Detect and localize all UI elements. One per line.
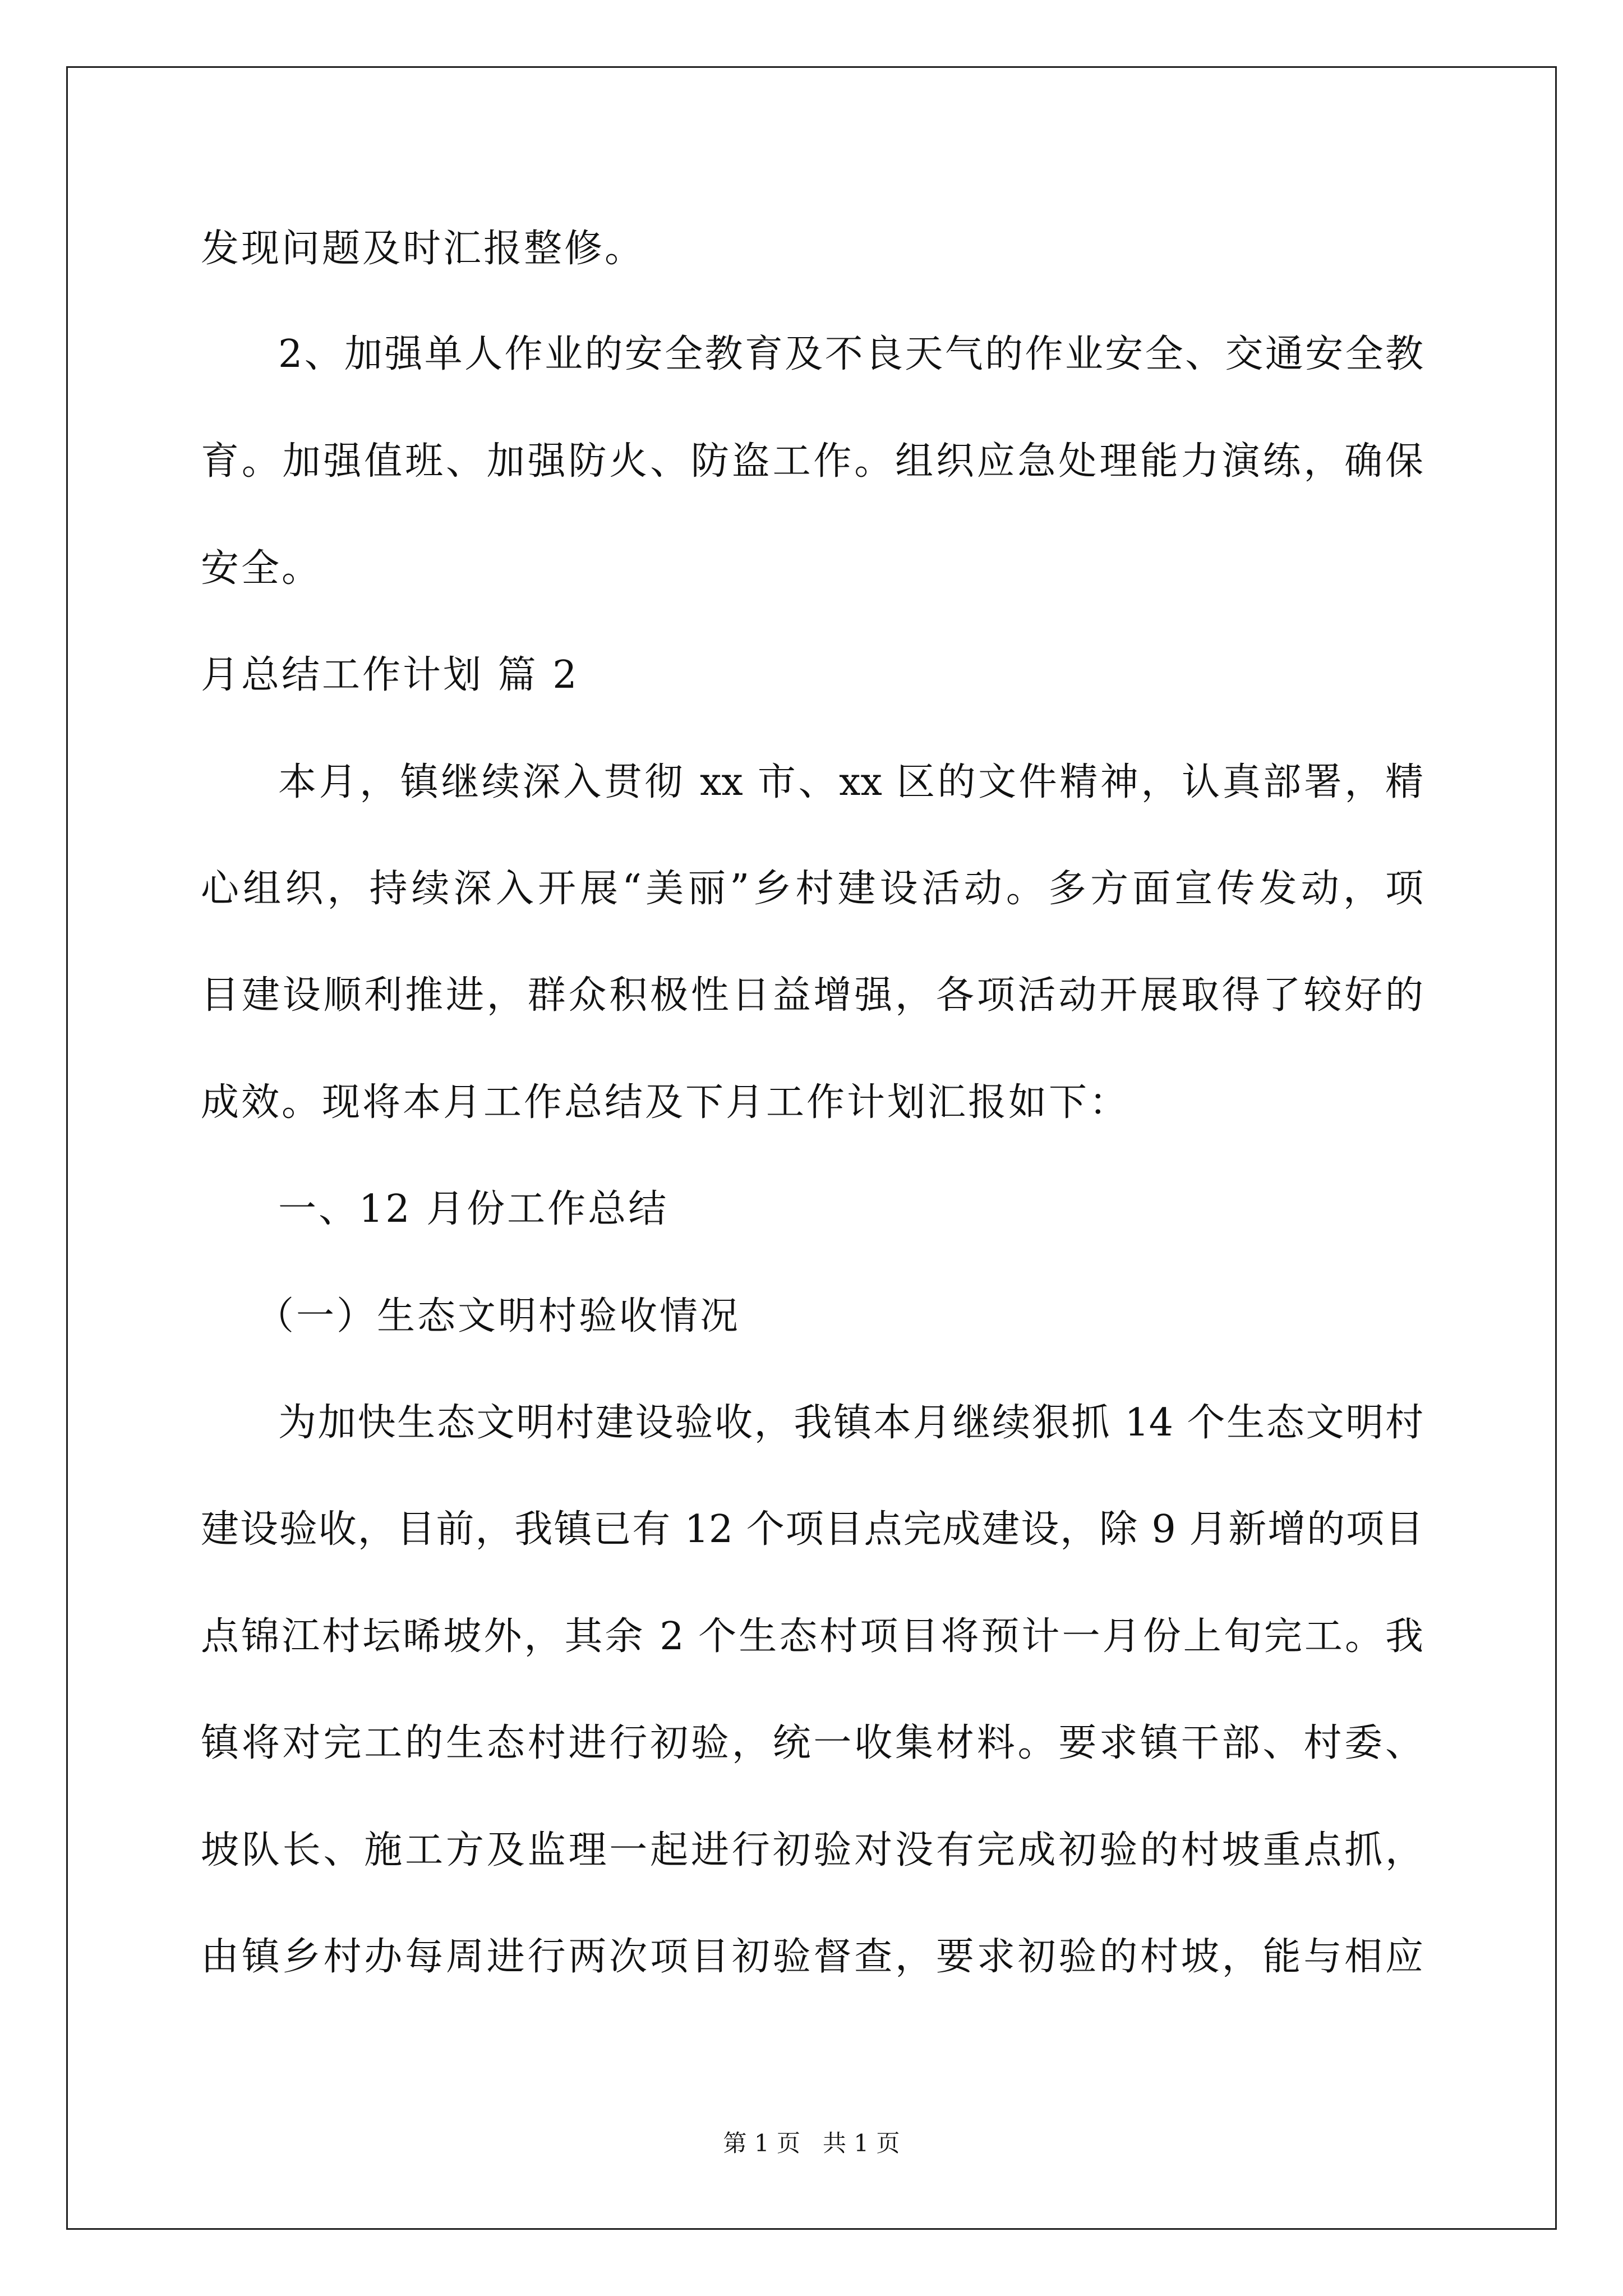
body-line: 为加快生态文明村建设验收，我镇本月继续狠抓 14 个生态文明村 [278,1401,1423,1445]
body-line: 2、加强单人作业的安全教育及不良天气的作业安全、交通安全教 [278,332,1423,376]
subsection-heading: （一）生态文明村验收情况 [256,1294,741,1338]
body-line: 点锦江村坛晞坡外，其余 2 个生态村项目将预计一月份上旬完工。我 [201,1614,1423,1659]
body-line: 心组织，持续深入开展“美丽”乡村建设活动。多方面宣传发动，项 [201,867,1423,911]
page-footer: 第 1 页 共 1 页 [723,2129,900,2157]
body-line: 由镇乡村办每周进行两次项目初验督查，要求初验的村坡，能与相应 [201,1935,1423,1979]
body-line: 坡队长、施工方及监理一起进行初验对没有完成初验的村坡重点抓， [201,1828,1423,1872]
subsection-heading: 一、12 月份工作总结 [278,1187,669,1231]
body-line: 育。加强值班、加强防火、防盗工作。组织应急处理能力演练，确保 [201,439,1423,484]
body-line: 建设验收，目前，我镇已有 12 个项目点完成建设，除 9 月新增的项目 [201,1507,1423,1552]
body-line: 发现问题及时汇报整修。 [201,227,645,271]
page-border [66,66,1557,2230]
body-line: 镇将对完工的生态村进行初验，统一收集材料。要求镇干部、村委、 [201,1721,1423,1765]
body-line: 目建设顺利推进，群众积极性日益增强，各项活动开展取得了较好的 [201,973,1423,1018]
body-line: 安全。 [201,546,322,591]
body-line: 成效。现将本月工作总结及下月工作计划汇报如下： [201,1080,1130,1125]
body-line: 本月，镇继续深入贯彻 xx 市、xx 区的文件精神，认真部署，精 [278,760,1423,804]
section-heading: 月总结工作计划 篇 2 [201,653,579,697]
